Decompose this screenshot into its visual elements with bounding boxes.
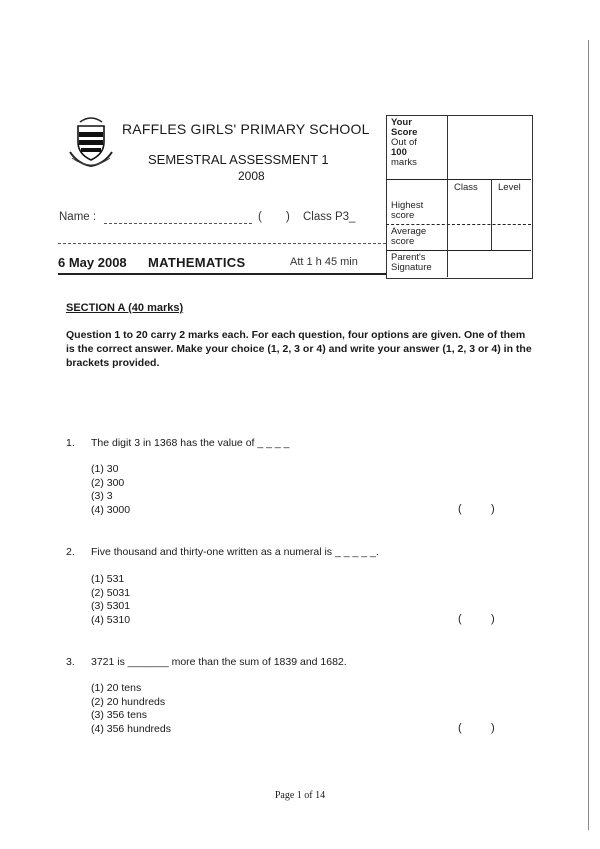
assessment-title: SEMESTRAL ASSESSMENT 1 [148,152,329,167]
school-name: RAFFLES GIRLS' PRIMARY SCHOOL [122,121,370,137]
score-box-rule-2 [386,224,531,225]
question-options [91,682,171,736]
question-text: 3721 is _______ more than the sum of 1839 and 1682. [91,656,347,668]
average-score-label [391,227,426,247]
highest-score-line: Highest [391,200,424,211]
register-close-paren: ) [286,211,290,223]
option-item: (2) 300 [91,476,125,489]
parent-signature-label [391,253,432,273]
question-options [91,573,130,627]
average-score-line: score [391,236,415,247]
name-label: Name : [59,211,97,223]
highest-score-label [391,201,423,221]
header-divider-solid [58,273,386,275]
option-item: (4) 356 hundreds [91,722,171,735]
page-margin-line [588,40,589,830]
your-score-field[interactable] [447,115,531,179]
highest-score-line: score [391,210,415,221]
your-score-line: Out of [391,137,417,148]
school-crest-logo [66,112,116,174]
register-open-paren: ( [258,211,262,223]
question-number: 3. [66,656,75,668]
header-divider-dashed [58,243,386,244]
answer-bracket-close: ) [491,722,495,734]
page-number: Page 1 of 14 [274,790,326,801]
your-score-label [391,118,417,168]
parent-signature-line: Parent's [391,252,426,263]
parent-signature-line: Signature [391,262,432,273]
option-item: (4) 5310 [91,613,131,626]
your-score-line: marks [391,157,417,168]
assessment-year: 2008 [238,169,265,183]
question-number: 1. [66,437,75,449]
name-row [59,211,96,223]
your-score-line: Your [391,117,412,128]
answer-field[interactable] [466,719,490,735]
answer-field[interactable] [466,610,490,626]
question-number: 2. [66,546,75,558]
answer-field[interactable] [466,500,490,516]
section-title: SECTION A (40 marks) [66,302,184,314]
option-item: (3) 5301 [91,600,131,612]
exam-date: 6 May 2008 [58,255,127,270]
answer-bracket-open: ( [458,613,462,625]
option-item: (3) 3 [91,490,113,502]
answer-bracket-open: ( [458,722,462,734]
question-options [91,463,130,517]
answer-bracket-open: ( [458,503,462,515]
score-box-rule [386,179,531,180]
answer-bracket-close: ) [491,503,495,515]
your-score-line: 100 [391,147,407,158]
exam-subject: MATHEMATICS [148,255,246,270]
option-item: (1) 531 [91,573,125,585]
question-text: The digit 3 in 1368 has the value of _ _ _ _ [91,437,290,449]
level-column-header: Level [498,182,521,193]
option-item: (1) 30 [91,463,119,475]
class-column-header: Class [454,182,478,193]
your-score-line: Score [391,127,418,138]
answer-bracket-close: ) [491,613,495,625]
average-score-line: Average [391,226,427,237]
name-field-line[interactable] [104,223,252,224]
section-instructions: Question 1 to 20 carry 2 marks each. For each question, four options are given. One of them is the correct answer. Make your choice (1, 2, 3 or 4) and write your answer (1, 2, 3 or 4) in the brackets provided. [66,329,532,369]
question-text: Five thousand and thirty-one written as a numeral is _ _ _ _ _. [91,546,379,558]
option-item: (3) 356 tens [91,709,148,721]
option-item: (1) 20 tens [91,682,142,694]
option-item: (2) 5031 [91,586,131,599]
score-box-rule-3 [386,250,531,251]
option-item: (4) 3000 [91,503,131,516]
option-item: (2) 20 hundreds [91,695,166,708]
score-box-col-2 [491,179,492,250]
class-label: Class P3_ [303,211,356,223]
time-allowed: Att 1 h 45 min [290,256,358,268]
